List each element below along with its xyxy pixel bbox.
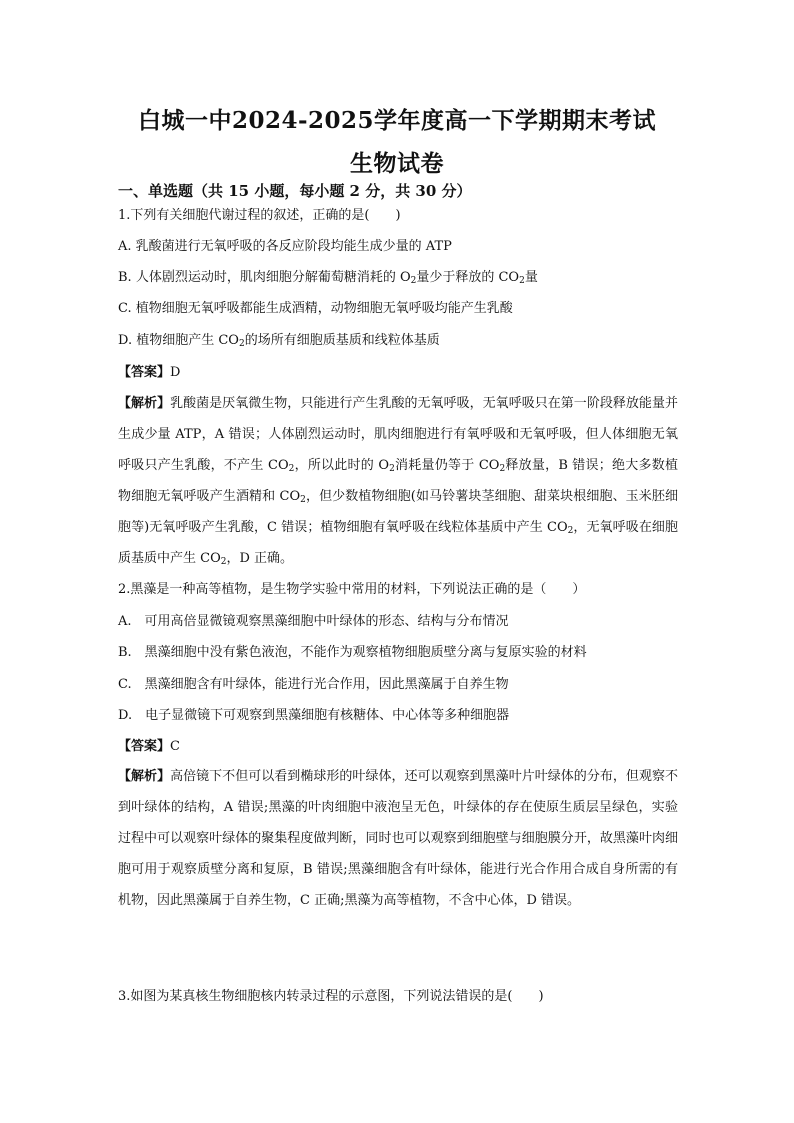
q1-option-d: D. 植物细胞产生 $CO_2$的场所有细胞质基质和线粒体基质	[118, 333, 440, 349]
q2-option-b: B. 黑藻细胞中没有紫色液泡，不能作为观察植物细胞质壁分离与复原实验的材料	[118, 645, 587, 660]
section-heading: 一、单选题（共 15 小题，每小题 2 分，共 30 分）	[118, 182, 472, 200]
q2-option-a: A. 可用高倍显微镜观察黑藻细胞中叶绿体的形态、结构与分布情况	[118, 614, 509, 629]
q1-analysis: 【解析】乳酸菌是厌氧微生物，只能进行产生乳酸的无氧呼吸，无氧呼吸只在第一阶段释放能量并生成少量 ATP，A 错误；人体剧烈运动时，肌肉细胞进行有氧呼吸和无氧呼吸，但人体细胞无氧呼吸只产生乳酸，不产生 $CO_2$，所以此时的 $O_2$消耗量仍等于 $CO_2$释放量，B 错误；绝大多数植物细胞无氧呼吸产生酒精和 $CO_2$，但少数植物细胞(如马铃薯块茎细胞、甜菜块根细胞、玉米胚细胞等)无氧呼吸产生乳酸，C 错误；植物细胞有氧呼吸在线粒体基质中产生 $CO_2$，无氧呼吸在细胞质基质中产生 $CO_2$，D 正确。	[118, 396, 678, 567]
q1-option-b: B. 人体剧烈运动时，肌肉细胞分解葡萄糖消耗的 $O_2$量少于释放的 $CO_2$量	[118, 270, 538, 286]
q2-answer: 【答案】C	[118, 739, 180, 754]
q2-option-d: D. 电子显微镜下可观察到黑藻细胞有核糖体、中心体等多种细胞器	[118, 708, 510, 723]
q1-answer: 【答案】D	[118, 365, 181, 380]
q2-option-c: C. 黑藻细胞含有叶绿体，能进行光合作用，因此黑藻属于自养生物	[118, 677, 509, 692]
exam-subtitle: 生物试卷	[350, 150, 444, 177]
exam-title: 白城一中2024-2025学年度高一下学期期末考试	[137, 107, 657, 134]
q2-stem: 2.黑藻是一种高等植物，是生物学实验中常用的材料，下列说法正确的是（ ）	[118, 582, 586, 597]
q1-stem: 1.下列有关细胞代谢过程的叙述，正确的是( )	[118, 208, 401, 223]
q1-option-c: C. 植物细胞无氧呼吸都能生成酒精，动物细胞无氧呼吸均能产生乳酸	[118, 301, 513, 316]
q2-analysis: 【解析】高倍镜下不但可以看到椭球形的叶绿体，还可以观察到黑藻叶片叶绿体的分布，但观察不到叶绿体的结构，A 错误;黑藻的叶肉细胞中液泡呈无色，叶绿体的存在使原生质层呈绿色，实验过程中可以观察叶绿体的聚集程度做判断，同时也可以观察到细胞壁与细胞膜分开，故黑藻叶肉细胞可用于观察质壁分离和复原，B 错误;黑藻细胞含有叶绿体，能进行光合作用合成自身所需的有机物，因此黑藻属于自养生物，C 正确;黑藻为高等植物，不含中心体，D 错误。	[118, 769, 678, 908]
q3-stem: 3.如图为某真核生物细胞核内转录过程的示意图，下列说法错误的是( )	[118, 989, 544, 1004]
q1-option-a: A. 乳酸菌进行无氧呼吸的各反应阶段均能生成少量的 ATP	[118, 239, 452, 254]
